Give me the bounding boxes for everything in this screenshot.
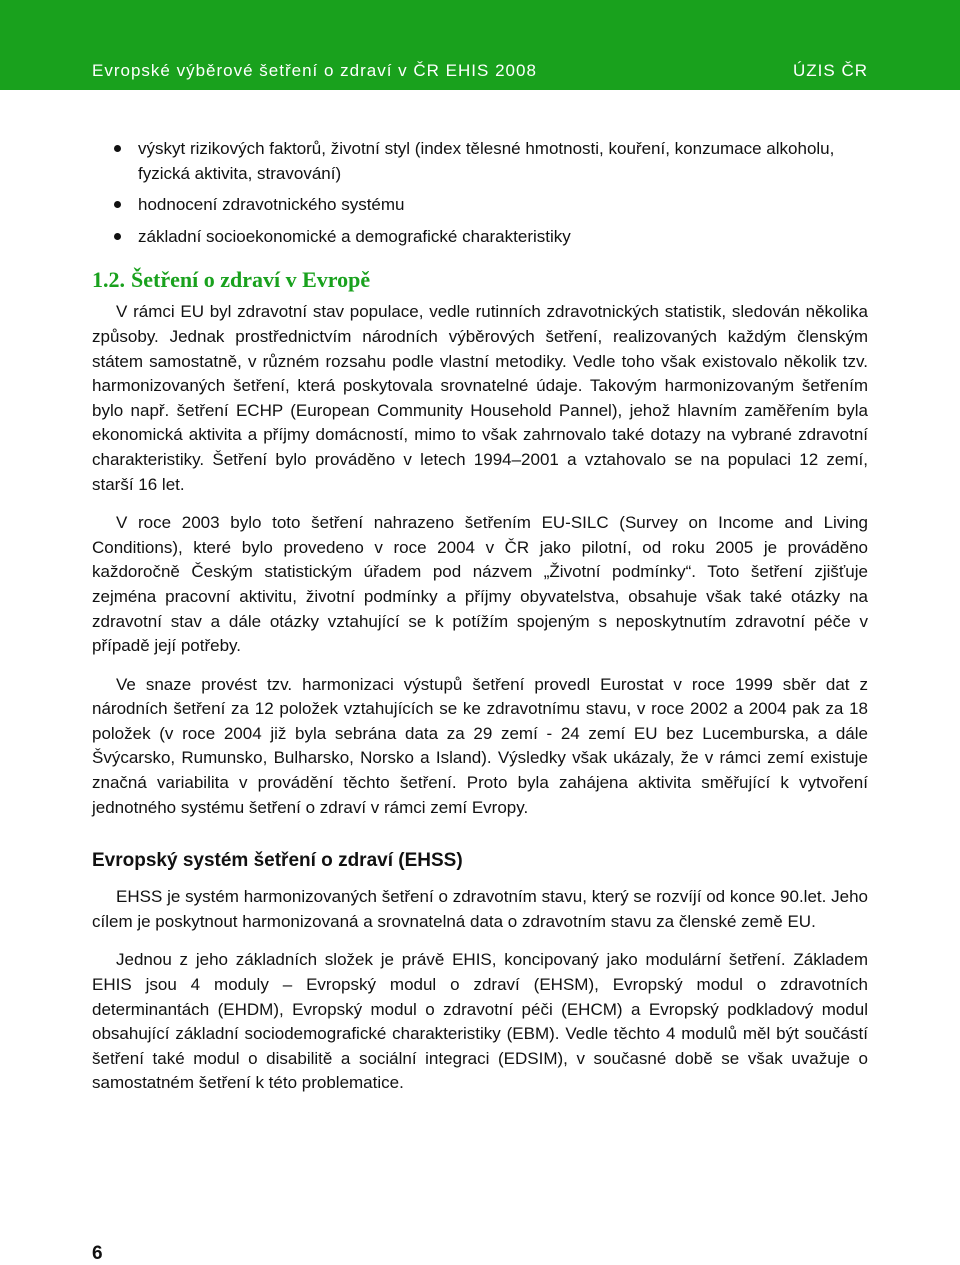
header-title: Evropské výběrové šetření o zdraví v ČR EHIS 2008	[92, 61, 537, 80]
page-content	[92, 137, 868, 1096]
subsection-heading: Evropský systém šetření o zdraví (EHSS)	[92, 850, 463, 872]
bullet-icon	[114, 201, 121, 208]
header-bar	[0, 0, 960, 90]
section-number: 1.2.	[92, 267, 125, 293]
paragraph: V roce 2003 bylo toto šetření nahrazeno šetřením EU-SILC (Survey on Income and Living Conditions), které bylo provedeno v roce 2004 v ČR jako pilotní, od roku 2005 je prováděno každoročně Českým statistickým úřadem pod názvem „Životní podmínky“. Toto šetření zjišťuje zejména pracovní aktivitu, životní podmínky a příjmy obyvatelstva, obsahuje však také otázky na zdravotní stav a dále otázky vztahující se k potížím spojeným s neposkytnutím zdravotní péče v případě její potřeby.	[92, 513, 868, 656]
section-title: Šetření o zdraví v Evropě	[131, 267, 371, 293]
paragraph: Jednou z jeho základních složek je právě EHIS, koncipovaný jako modulární šetření. Základem EHIS jsou 4 moduly – Evropský modul o zdraví (EHSM), Evropský modul o zdravotních determinantách (EHDM), Evropský modul o zdravotní péči (EHCM) a Evropský podkladový modul obsahující základní sociodemografické charakteristiky (EBM). Vedle těchto 4 modulů měl být součástí šetření také modul o disabilitě a sociální integraci (EDSIM), v současné době se však uvažuje o samostatném šetření k této problematice.	[92, 950, 868, 1093]
list-item	[92, 193, 868, 218]
paragraph: Ve snaze provést tzv. harmonizaci výstupů šetření provedl Eurostat v roce 1999 sběr dat z národních šetření za 12 položek vztahujících se ke zdravotnímu stavu, v roce 2002 a 2004 pak za 18 položek (v roce 2004 již byla sebrána data za 29 zemí - 24 zemí EU bez Lucemburska, a dále Švýcarsko, Rumunsko, Bulharsko, Norsko a Island). Výsledky však ukázaly, že v rámci zemí existuje značná variabilita v provádění těchto šetření. Proto byla zahájena aktivita směřující k vytvoření jednotného systému šetření o zdraví v rámci zemí Evropy.	[92, 674, 868, 817]
bullet-icon	[114, 145, 121, 152]
list-item	[92, 225, 868, 250]
section-heading	[92, 267, 868, 293]
bullet-text: hodnocení zdravotnického systému	[138, 195, 405, 215]
list-item	[92, 137, 868, 186]
paragraph: V rámci EU byl zdravotní stav populace, vedle rutinních zdravotnických statistik, sledován několika způsoby. Jednak prostřednictvím národních výběrových šetření, realizovaných každým členským státem samostatně, v různém rozsahu podle vlastní metodiky. Vedle toho však existovalo několik tzv. harmonizovaných šetření, která poskytovala srovnatelné údaje. Takovým harmonizovaným šetřením bylo např. šetření ECHP (European Community Household Pannel), jehož hlavním zaměřením byla ekonomická aktivita a příjmy domácností, mimo to však zahrnovalo také dotazy na vybrané zdravotní charakteristiky. Šetření bylo prováděno v letech 1994–2001 a vztahovalo se na populaci 12 zemí, starší 16 let.	[92, 302, 868, 494]
paragraph: EHSS je systém harmonizovaných šetření o zdravotním stavu, který se rozvíjí od konce 90.let. Jeho cílem je poskytnout harmonizovaná a srovnatelná data o zdravotním stavu za členské země EU.	[92, 887, 868, 931]
bullet-list	[92, 137, 868, 249]
header-org: ÚZIS ČR	[793, 61, 868, 80]
bullet-text: výskyt rizikových faktorů, životní styl (index tělesné hmotnosti, kouření, konzumace alkoholu, fyzická aktivita, stravování)	[138, 139, 835, 183]
page-number: 6	[92, 1243, 103, 1264]
header	[92, 61, 868, 81]
bullet-text: základní socioekonomické a demografické charakteristiky	[138, 226, 571, 246]
bullet-icon	[114, 233, 121, 240]
